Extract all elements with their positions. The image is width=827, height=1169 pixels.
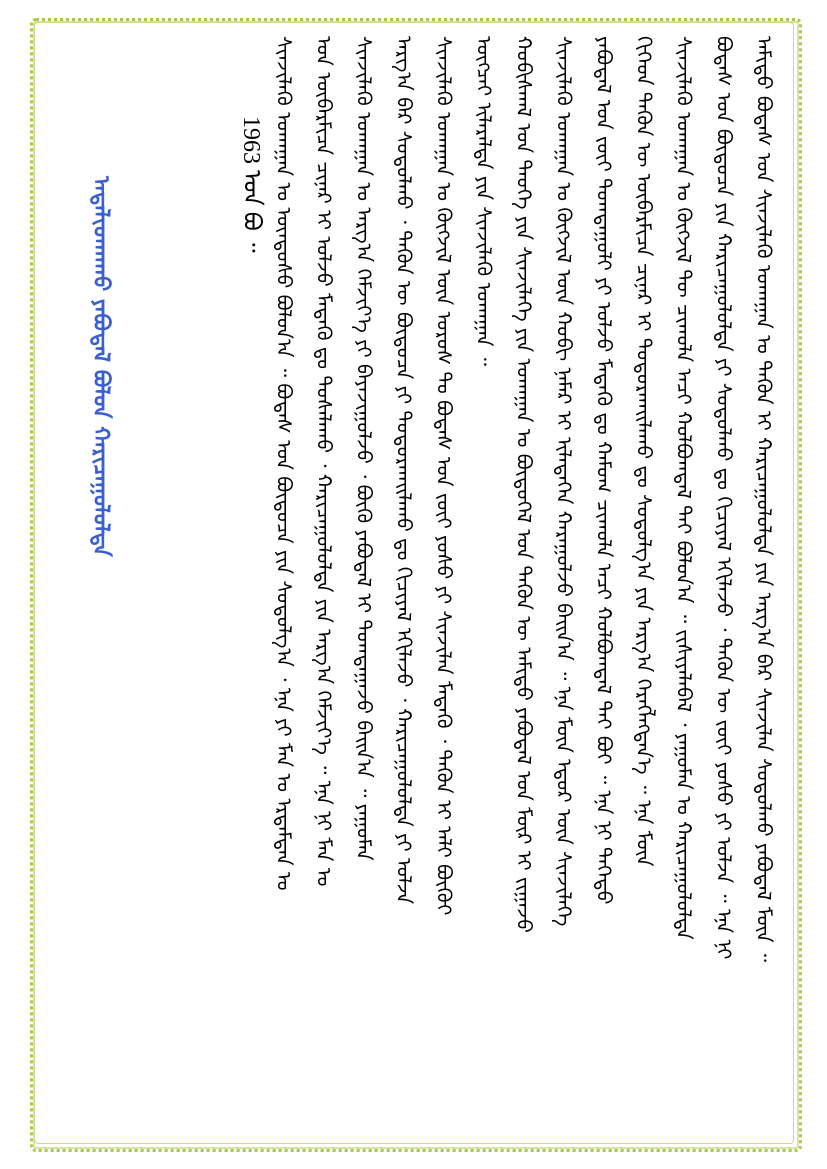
- document-body: [60, 36, 776, 1116]
- text-line: ᠰᠢᠨᠵᠢᠯᠡᠬᠦ ᠤᠬᠠᠭᠠᠨ ᠤ ᠦᠨᠳᠦᠰᠦ ᠪᠣᠯᠤᠨ᠎ᠠ ᠃ ᠪᠣᠳᠠᠰ ᠤᠨ ᠪᠦᠲᠦᠴᠡ ᠶᠢᠨ ᠰᠤᠳᠤᠯᠭ᠎ᠠ ᠂ ᠡᠨᠡ ᠶᠢ ᠮᠠᠨ ᠤ ᠡᠷᠳᠡᠮᠲᠡᠨ ᠤ: [272, 36, 296, 891]
- text-line: ᠰᠢᠨᠵᠢᠯᠡᠬᠦ ᠤᠬᠠᠭᠠᠨ ᠤ ᠬᠥᠭᠵᠢᠯ ᠲᠦ ᠴᠢᠬᠤᠯᠠ ᠠᠴᠢ ᠬᠣᠯᠪᠣᠭᠳᠠᠯ ᠲᠠᠢ ᠪᠣᠯᠤᠨ᠎ᠠ ᠃ ᠵᠢᠱᠢᠶᠡᠯᠡᠪᠡᠯ ᠂ ᠶᠠᠭᠤᠮᠠᠨ ᠤ ᠬᠠᠷᠢᠴᠠᠭᠤᠯᠤᠯᠲᠠ: [672, 36, 696, 940]
- text-line: ᠰᠢᠨᠵᠢᠯᠡᠬᠦ ᠤᠬᠠᠭᠠᠨ ᠤ ᠬᠥᠭᠵᠢᠯ ᠦᠨ ᠬᠤᠪᠢ ᠨᠡᠮᠡᠷ ᠢ ᠢᠯᠡᠲᠡᠬᠡᠨ ᠬᠠᠷᠠᠭᠤᠯᠵᠤ ᠪᠠᠢᠨ᠎ᠠ ᠃ ᠡᠨᠡ ᠮᠦᠨ ᠡᠳᠦᠷ ᠦᠨ ᠰᠢᠨᠵᠢᠯᠡᠭᠡ: [552, 36, 576, 927]
- text-line: ᠥᠭᠴᠡᠢ ᠢᠯᠡᠷᠡᠯᠲᠡ ᠶᠢᠨ ᠰᠢᠨᠵᠢᠯᠡᠬᠦ ᠤᠬᠠᠭᠠᠨ ᠃: [472, 36, 496, 366]
- text-line: ᠰᠢᠨᠵᠢᠯᠡᠬᠦ ᠤᠬᠠᠭᠠᠨ ᠤ ᠬᠥᠭᠵᠢᠯ ᠦᠨ ᠤᠷᠤᠰ ᠲᠤ ᠪᠣᠳᠠᠰ ᠤᠨ ᠵᠦᠢ ᠶᠣᠰᠣ ᠶᠢ ᠰᠢᠨᠵᠢᠯᠡᠨ ᠮᠡᠳᠡᠬᠦ ᠂ ᠲᠡᠭᠦᠨ ᠢ ᠠᠯᠢ ᠪᠦᠬᠦᠢ: [432, 36, 456, 916]
- text-line: ᠶᠠᠪᠤᠳᠠᠯ ᠤᠨ ᠵᠦᠢ ᠲᠣᠭᠲᠠᠭᠤᠯᠢ ᠶᠢ ᠣᠯᠵᠤ ᠮᠡᠳᠡᠬᠦ ᠳᠤ ᠬᠠᠮᠤᠭ ᠴᠢᠬᠤᠯᠠ ᠠᠴᠢ ᠬᠣᠯᠪᠣᠭᠳᠠᠯ ᠲᠠᠢ ᠪᠤᠢ ᠃ ᠡᠨᠡ ᠨᠢ ᠳᠡᠭᠡᠳᠦ: [592, 36, 616, 905]
- text-line: ᠠᠮᠢᠳᠤ ᠪᠣᠳᠠᠰ ᠤᠨ ᠰᠢᠨᠵᠢᠯᠡᠬᠦ ᠤᠬᠠᠭᠠᠨ ᠤ ᠲᠡᠭᠦᠨ ᠢ ᠬᠠᠷᠢᠴᠠᠭᠤᠯᠤᠯᠲᠠ ᠶᠢᠨ ᠠᠷᠭ᠎ᠠ ᠪᠠᠷ ᠰᠢᠨᠵᠢᠯᠡᠨ ᠰᠣᠳᠤᠯᠬᠤ ᠶᠠᠪᠤᠳᠠᠯ ᠮᠥᠨ ᠃: [752, 36, 776, 962]
- text-line: ᠬᠢᠭᠡᠳ ᠲᠡᠭᠦᠨ ᠦ ᠥᠪᠡᠷᠮᠢᠴᠡ ᠴᠢᠨᠠᠷ ᠢ ᠲᠣᠳᠤᠷᠬᠠᠢᠯᠠᠬᠤ ᠳᠤ ᠰᠤᠳᠤᠯᠭ᠎ᠠ ᠶᠢᠨ ᠠᠷᠭ᠎ᠠ ᠬᠡᠷᠡᠭᠯᠡᠭᠳᠡᠨ᠎ᠡ ᠃ ᠡᠨᠡ ᠮᠦᠨ: [632, 36, 656, 867]
- document-title: ᠠᠳᠠᠯᠢᠳᠬᠠᠬᠤ ᠶᠠᠪᠤᠳᠠᠯ ᠪᠣᠯᠤᠨ ᠬᠠᠷᠢᠴᠠᠭᠤᠯᠤᠯᠲᠠ: [88, 176, 113, 557]
- text-line: ᠪᠣᠳᠠᠰ ᠤᠨ ᠪᠦᠲᠦᠴᠡ ᠶᠢᠨ ᠬᠠᠷᠢᠴᠠᠭᠤᠯᠤᠯᠲᠠ ᠶᠢ ᠰᠤᠳᠤᠯᠬᠤ ᠳᠤ ᠬᠢᠴᠢᠶᠡᠯ ᠡᠬᠢᠯᠡᠵᠦ ᠂ ᠲᠡᠭᠦᠨ ᠦ ᠵᠦᠢ ᠶᠣᠰᠣ ᠶᠢ ᠣᠯᠵᠠ ᠃ ᠡᠨᠡ ᠨᠢ: [712, 36, 736, 960]
- document-date: 1963 ᠣᠨ ᠪᠣ ᠃: [238, 116, 264, 253]
- text-line: ᠰᠢᠨᠵᠢᠯᠡᠬᠦ ᠤᠬᠠᠭᠠᠨ ᠤ ᠠᠷᠭ᠎ᠠ ᠬᠡᠮᠵᠢᠶ᠎ᠡ ᠶᠢ ᠪᠠᠶᠠᠵᠢᠭᠤᠯᠵᠤ ᠂ ᠪᠦᠬᠦ ᠶᠠᠪᠤᠳᠠᠯ ᠢ ᠲᠣᠭᠲᠠᠭᠠᠵᠤ ᠪᠠᠢᠨ᠎ᠠ ᠃ ᠶᠠᠭᠤᠮᠠᠨ: [352, 36, 376, 861]
- text-line: ᠬᠤᠪᠢᠰᠬᠠᠯ ᠤᠨ ᠲᠡᠦᠬᠡ ᠶᠢᠨ ᠰᠢᠨᠵᠢᠯᠡᠭᠡ ᠶᠢᠨ ᠤᠬᠠᠭᠠᠨ ᠤ ᠪᠦᠲᠦᠭᠡᠯ ᠤᠨ ᠲᠡᠭᠦᠨ ᠦ ᠠᠮᠢᠳᠤ ᠶᠠᠪᠤᠳᠠᠯ ᠤᠨ ᠮᠥᠷ ᠢ ᠵᠢᠭᠠᠵᠤ: [512, 36, 536, 933]
- text-line: ᠠᠷᠭ᠎ᠠ ᠪᠠᠷ ᠰᠤᠳᠤᠯᠬᠤ ᠂ ᠲᠡᠭᠦᠨ ᠦ ᠪᠦᠲᠦᠴᠡ ᠶᠢ ᠲᠣᠳᠤᠷᠬᠠᠢᠯᠠᠬᠤ ᠳᠤ ᠬᠢᠴᠢᠶᠡᠯ ᠡᠬᠢᠯᠡᠵᠦ ᠂ ᠬᠠᠷᠢᠴᠠᠭᠤᠯᠤᠯᠲᠠ ᠶᠢ ᠣᠯᠵᠠ: [392, 36, 416, 905]
- text-line: ᠤᠨ ᠥᠪᠡᠷᠮᠢᠴᠡ ᠴᠢᠨᠠᠷ ᠢ ᠣᠯᠵᠤ ᠮᠡᠳᠡᠬᠦ ᠳᠤ ᠲᠤᠰᠠᠯᠠᠬᠤ ᠂ ᠬᠠᠷᠢᠴᠠᠭᠤᠯᠤᠯᠲᠠ ᠶᠢᠨ ᠠᠷᠭ᠎ᠠ ᠬᠡᠮᠵᠢᠶ᠎ᠡ ᠃ ᠡᠨᠡ ᠨᠢ ᠮᠠᠨ ᠤ: [312, 36, 336, 887]
